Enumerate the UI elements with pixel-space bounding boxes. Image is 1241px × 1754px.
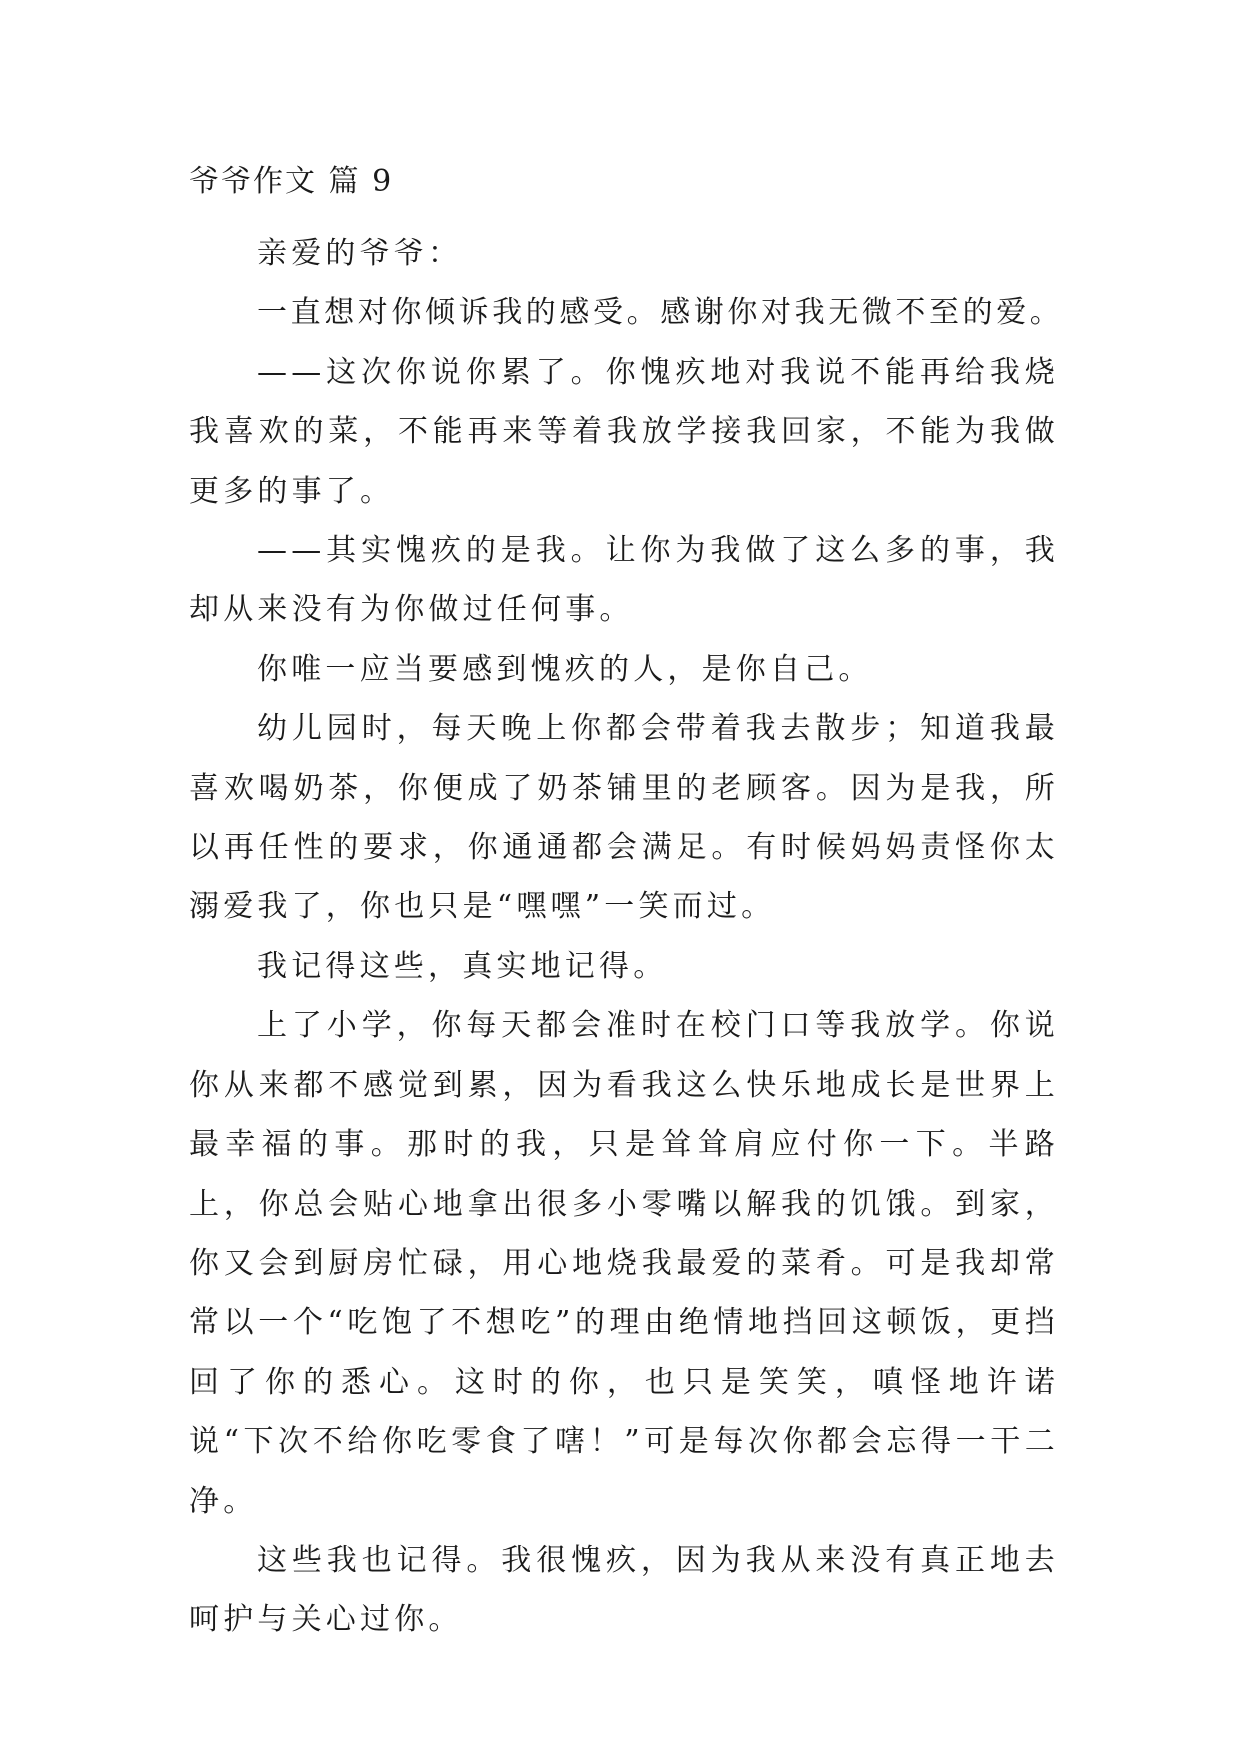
paragraph: ——这次你说你累了。你愧疚地对我说不能再给我烧我喜欢的菜，不能再来等着我放学接我回家，不能为我做更多的事了。 [189, 354, 1059, 509]
paragraph: 你唯一应当要感到愧疚的人，是你自己。 [257, 651, 873, 687]
document-body [189, 162, 1064, 1650]
paragraph: 一直想对你倾诉我的感受。感谢你对我无微不至的爱。 [257, 295, 1064, 331]
paragraph-salutation: 亲爱的爷爷： [257, 236, 463, 271]
paragraph: 上了小学，你每天都会准时在校门口等我放学。你说你从来都不感觉到累，因为看我这么快乐地成长是世界上最幸福的事。那时的我，只是耸耸肩应付你一下。半路上，你总会贴心地拿出很多小零嘴以解我的饥饿。到家，你又会到厨房忙碌，用心地烧我最爱的菜肴。可是我却常常以一个“吃饱了不想吃”的理由绝情地挡回这顿饭，更挡回了你的悉心。这时的你，也只是笑笑，嗔怪地许诺说“下次不给你吃零食了嗐！”可是每次你都会忘得一干二净。 [189, 1008, 1059, 1519]
paragraph: ——其实愧疚的是我。让你为我做了这么多的事，我却从来没有为你做过任何事。 [189, 533, 1059, 628]
paragraph: 幼儿园时，每天晚上你都会带着我去散步；知道我最喜欢喝奶茶，你便成了奶茶铺里的老顾客。因为是我，所以再任性的要求，你通通都会满足。有时候妈妈责怪你太溺爱我了，你也只是“嘿嘿”一笑而过。 [189, 711, 1059, 925]
paragraph: 我记得这些，真实地记得。 [257, 948, 668, 984]
paragraph: 这些我也记得。我很愧疚，因为我从来没有真正地去呵护与关心过你。 [189, 1542, 1059, 1638]
document-title: 爷爷作文 篇 9 [189, 164, 394, 199]
